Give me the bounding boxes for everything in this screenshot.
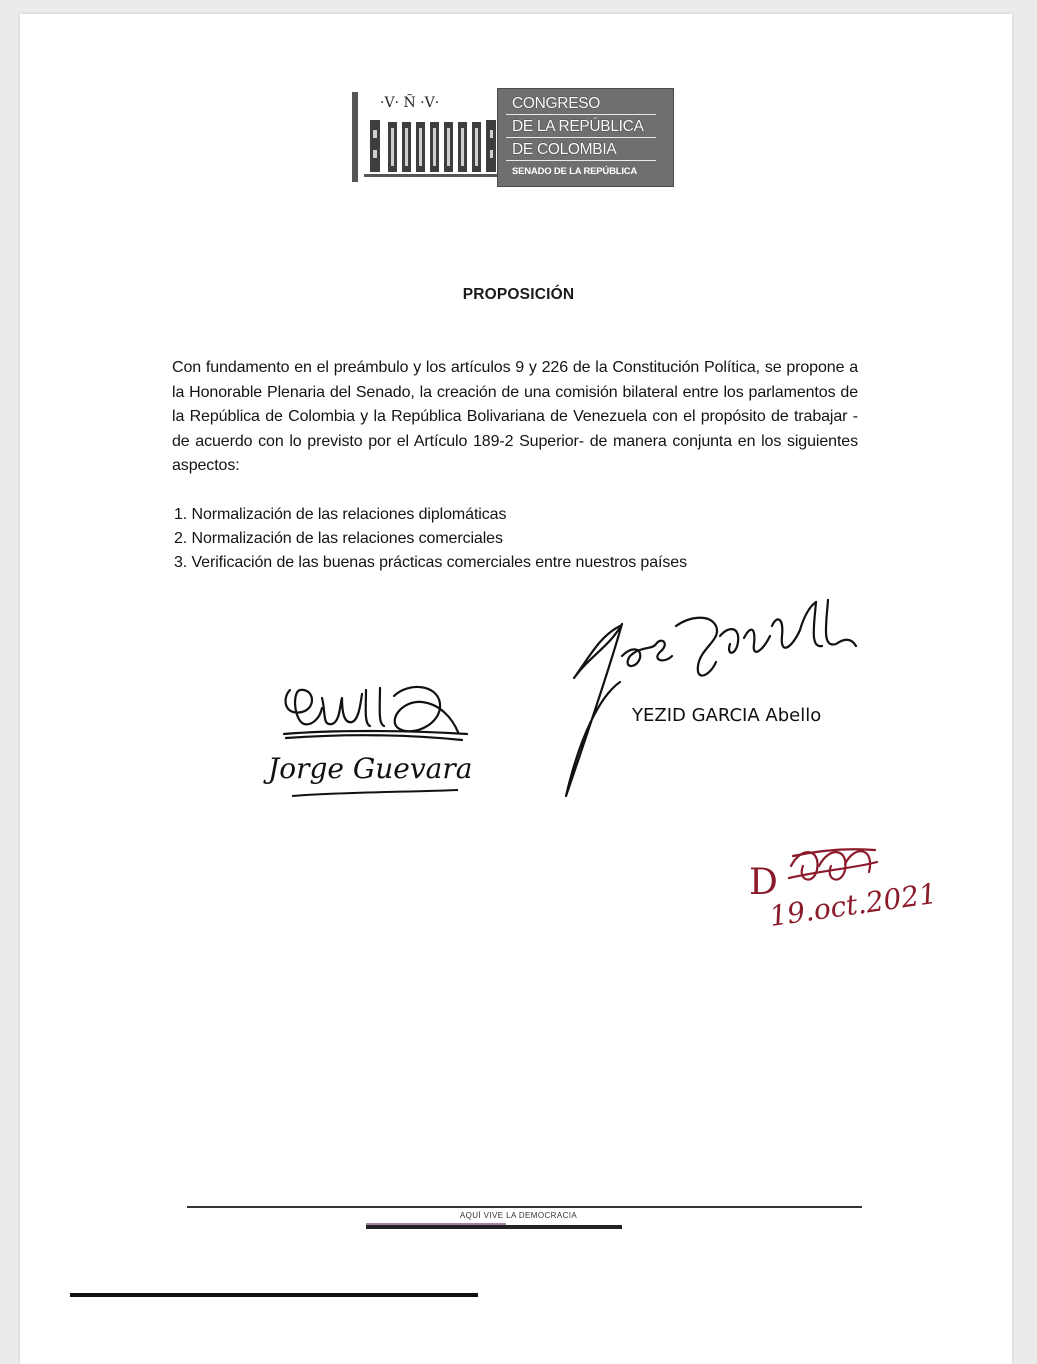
list-item: 2. Normalización de las relaciones comerciales — [174, 530, 503, 547]
stamp-date: 19.oct.2021 — [767, 876, 939, 933]
document-title: PROPOSICIÓN — [462, 286, 575, 303]
signature-yezid-garcia — [560, 586, 900, 806]
footer-bar — [366, 1225, 622, 1229]
logo-line-1: CONGRESO — [512, 95, 601, 112]
logo-line-2: DE LA REPÚBLICA — [512, 118, 644, 135]
logo-line-3: DE COLOMBIA — [512, 141, 617, 158]
logo-subtitle: SENADO DE LA REPÚBLICA — [512, 166, 638, 177]
aspects-list — [174, 503, 874, 575]
list-item: 1. Normalización de las relaciones diplomáticas — [174, 506, 507, 523]
stamp-letter: D — [749, 862, 778, 903]
signature-jorge-guevara — [262, 668, 477, 808]
body-paragraph: Con fundamento en el preámbulo y los artículos 9 y 226 de la Constitución Política, se propone a la Honorable Plenaria del Senado, la creación de una comisión bilateral entre los parlamentos de la República de Colombia y la República Bolivariana de Venezuela con el propósito de trabajar -de acuerdo con lo previsto por el Artículo 189-2 Superior- de manera conjunta en los siguientes aspectos: — [172, 359, 858, 474]
received-date-stamp — [745, 826, 955, 936]
congress-logo — [497, 88, 674, 187]
signature-name-right: YEZID GARCIA Abello — [632, 705, 822, 726]
footer-motto: AQUÍ VIVE LA DEMOCRACIA — [459, 1211, 578, 1220]
bottom-scan-bar — [70, 1293, 478, 1297]
list-item: 3. Verificación de las buenas prácticas comerciales entre nuestros países — [174, 554, 687, 571]
footer-divider — [187, 1206, 862, 1208]
congress-seal-icon — [352, 88, 504, 186]
signature-name-left: Jorge Guevara — [268, 752, 473, 785]
seal-text: ·V· Ñ ·V· — [380, 95, 440, 111]
